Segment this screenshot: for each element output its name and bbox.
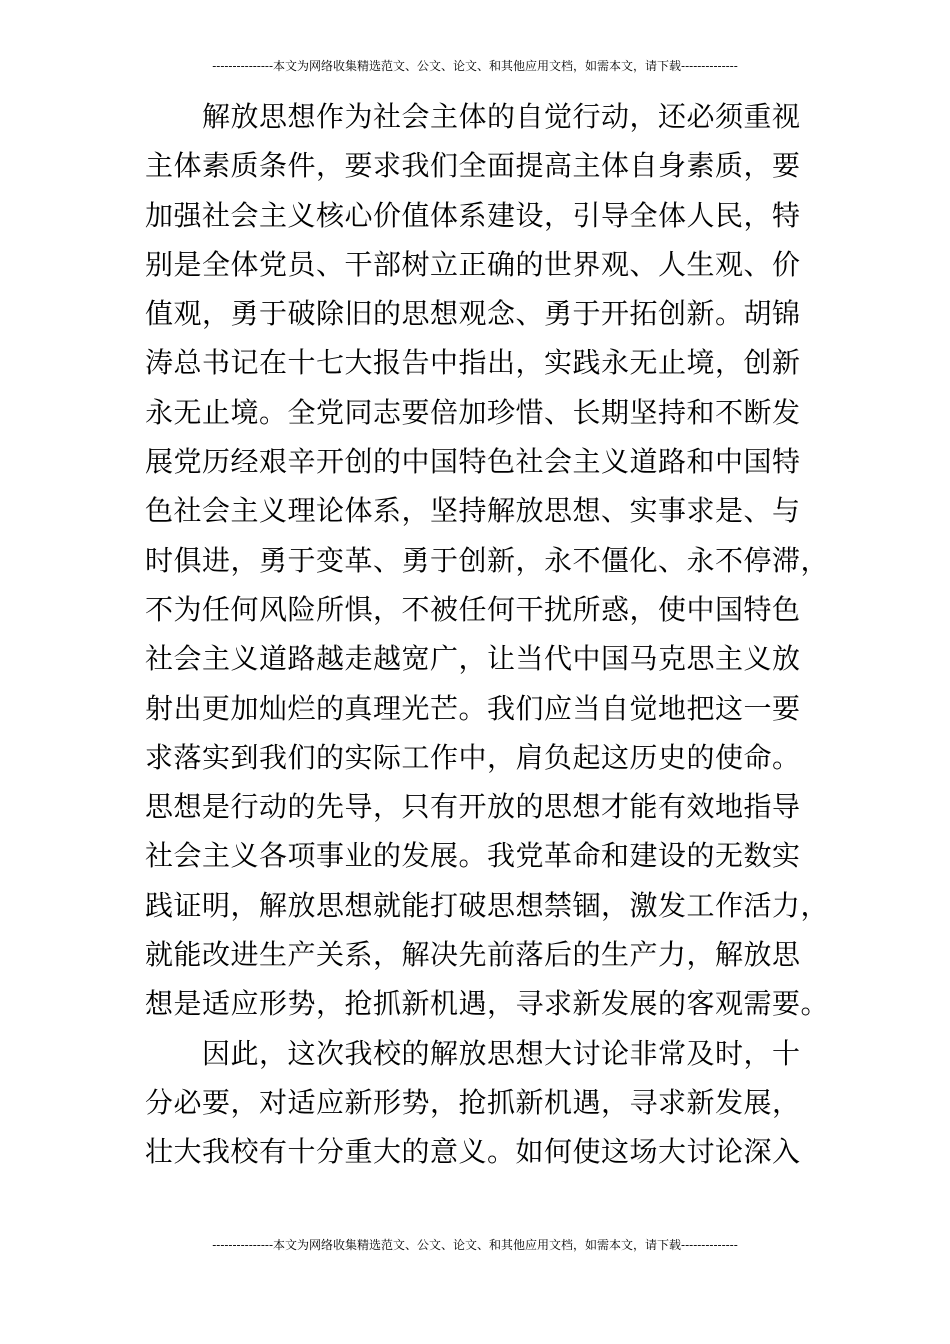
text-line: 壮大我校有十分重大的意义。如何使这场大讨论深入 [145,1135,801,1169]
text-line: 社会主义各项事业的发展。我党革命和建设的无数实 [145,839,801,873]
text-line: 色社会主义理论体系，坚持解放思想、实事求是、与 [145,494,801,528]
document-body [145,92,830,1177]
text-line: 思想是行动的先导，只有开放的思想才能有效地指导 [145,790,801,824]
text-line: 践证明，解放思想就能打破思想禁锢，激发工作活力， [145,888,830,922]
text-line: 射出更加灿烂的真理光芒。我们应当自觉地把这一要 [145,691,801,725]
text-line: 涛总书记在十七大报告中指出，实践永无止境，创新 [145,346,801,380]
text-line: 加强社会主义核心价值体系建设，引导全体人民，特 [145,198,801,232]
text-line: 求落实到我们的实际工作中，肩负起这历史的使命。 [145,740,801,774]
text-line: 解放思想作为社会主体的自觉行动，还必须重视 [145,100,801,133]
text-line: 想是适应形势，抢抓新机遇，寻求新发展的客观需要。 [145,987,830,1021]
text-line: 别是全体党员、干部树立正确的世界观、人生观、价 [145,247,801,281]
text-line: 分必要，对适应新形势，抢抓新机遇，寻求新发展， [145,1085,801,1119]
text-line: 时俱进，勇于变革、勇于创新，永不僵化、永不停滞， [145,543,830,577]
header-note: ---------------本文为网络收集精选范文、公文、论文、和其他应用文档，如需本文，请下载-------------- [212,59,738,73]
text-line: 展党历经艰辛开创的中国特色社会主义道路和中国特 [145,445,801,479]
text-line: 主体素质条件，要求我们全面提高主体自身素质，要 [145,149,801,183]
text-line: 永无止境。全党同志要倍加珍惜、长期坚持和不断发 [145,395,801,429]
text-line: 就能改进生产关系，解决先前落后的生产力，解放思 [145,938,801,972]
text-line: 值观，勇于破除旧的思想观念、勇于开拓创新。胡锦 [145,297,801,331]
footer-note: ---------------本文为网络收集精选范文、公文、论文、和其他应用文档，如需本文，请下载-------------- [212,1238,738,1252]
text-line: 因此，这次我校的解放思想大讨论非常及时，十 [145,1036,801,1070]
text-line: 社会主义道路越走越宽广，让当代中国马克思主义放 [145,642,801,676]
text-line: 不为任何风险所惧，不被任何干扰所惑，使中国特色 [145,592,801,626]
